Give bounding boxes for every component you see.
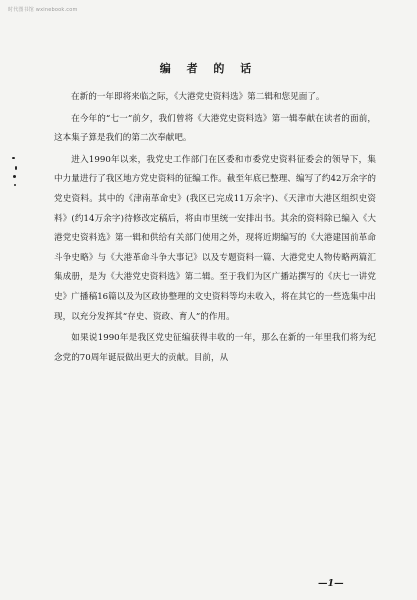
- page-title: 编 者 的 话: [159, 62, 258, 75]
- scan-speck: [14, 184, 16, 186]
- body-text: [54, 88, 376, 368]
- page-number: —1—: [318, 578, 344, 589]
- paragraph: 如果说1990年是我区党史征编获得丰收的一年，那么在新的一年里我们将为纪念党的70周年诞辰做出更大的贡献。目前，从: [54, 333, 376, 363]
- paragraph: 在新的一年即将来临之际，《大港党史资料选》第二辑和您见面了。: [71, 92, 325, 102]
- paragraph: 进入1990年以来，我党史工作部门在区委和市委党史资料征委会的领导下，集中力量进行了我区地方党史资料的征编工作。截至年底已整理、编写了约42万余字的党史资料。其中的《津南革命史》(我区已完成11万余字)、《天津市大港区组织史资料》(约14万余字)待修改定稿后，将由市里统一安排出书。其余的资料除已编入《大港党史资料选》第一辑和供给有关部门使用之外，现将近期编写的《大港建国前革命斗争史略》与《大港革命斗争大事记》以及专题资料一篇、大港党史人物传略两篇汇集成册，是为《大港党史资料选》第二辑。至于我们为区广播站撰写的《庆七一讲党史》广播稿16篇以及为区政协整理的文史资料等均未收入，将在其它的一些选集中出现，以充分发挥其“存史、资政、育人”的作用。: [54, 154, 376, 322]
- scan-speck: [15, 166, 17, 170]
- watermark: 时代图书馆 wxinebook.com: [8, 7, 78, 13]
- scan-speck: [12, 157, 15, 159]
- scan-speck: [13, 175, 16, 178]
- paragraph: 在今年的“七一”前夕，我们曾将《大港党史资料选》第一辑奉献在读者的面前，这本集子算是我们的第二次奉献吧。: [54, 113, 376, 144]
